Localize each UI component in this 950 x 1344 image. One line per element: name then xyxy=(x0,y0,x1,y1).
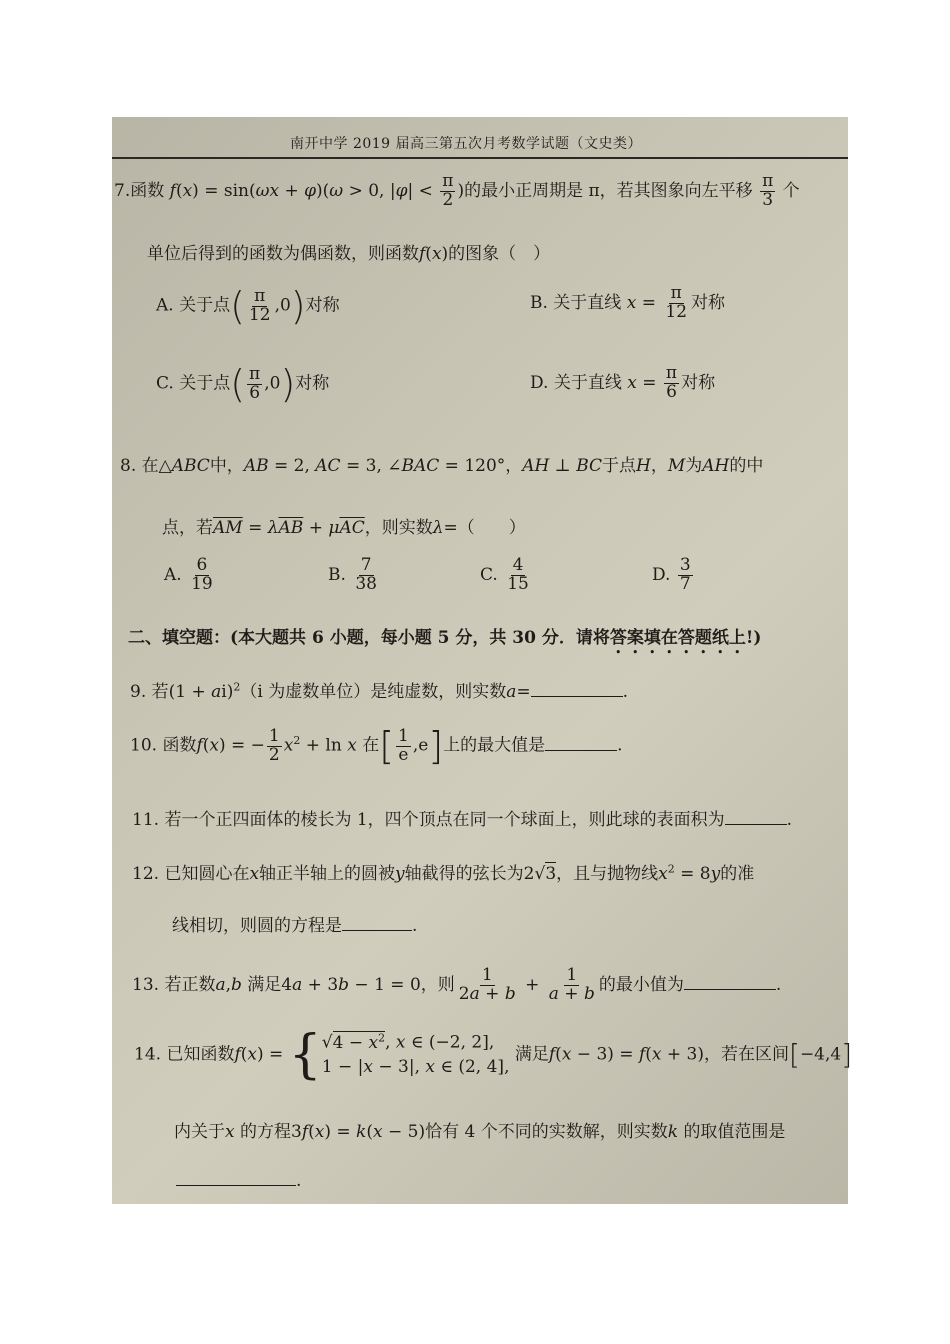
fraction: $\frac{3}{7}$ xyxy=(679,555,691,594)
question-12-line-2: 线相切，则圆的方程是 . xyxy=(172,916,418,936)
question-number: 9. xyxy=(130,682,147,702)
option-a[interactable]: A. 关于点( $\frac{\pi}{12}$ ,0)对称 xyxy=(156,284,340,328)
option-label: A. 关于点 xyxy=(156,295,231,316)
question-text: 函数 xyxy=(130,180,165,201)
exam-paper xyxy=(112,117,853,1204)
answer-blank[interactable] xyxy=(684,989,776,990)
option-suffix: 对称 xyxy=(691,292,726,313)
question-number: 10. xyxy=(130,735,158,756)
formula: f(x) = sin(ωx + φ)(ω > 0, |φ| < $\frac{\pi}{2}$ ) xyxy=(169,171,465,210)
question-11: 11. 若一个正四面体的棱长为 1，四个顶点在同一个球面上，则此球的表面积为 . xyxy=(132,810,793,830)
question-number: 8. xyxy=(120,456,137,476)
question-14-line-2: 内关于x 的方程3f(x) = k(x − 5)恰有 4 个不同的实数解，则实数k 的取值范围是 xyxy=(174,1122,786,1142)
question-text: 的最小正周期是 π，若其图象向左平移 xyxy=(464,180,753,201)
fraction: $\frac{4}{15}$ xyxy=(507,555,529,594)
answer-blank[interactable] xyxy=(545,750,617,751)
option-a[interactable]: A. $\frac{6}{19}$ xyxy=(164,555,213,594)
formula: f xyxy=(419,244,426,264)
fraction: $\frac{6}{19}$ xyxy=(191,555,213,594)
option-d[interactable]: D. $\frac{3}{7}$ xyxy=(652,555,691,594)
option-label: C. 关于点 xyxy=(156,373,231,394)
answer-blank[interactable] xyxy=(531,696,623,697)
fraction: $\frac{\pi}{3}$ xyxy=(762,171,774,210)
question-number: 14. xyxy=(134,1044,162,1065)
question-number: 7. xyxy=(114,180,131,201)
question-10: 10. 函数f(x) = − $\frac{1}{2}$ $x^2 + \ln x$ 在[ $\frac{1}{e}$ ,e]上的最大值是 . xyxy=(130,724,623,768)
question-13: 13. 若正数a,b 满足4a + 3b − 1 = 0，则 $\frac{1}{2a + b}$ + $\frac{1}{a + b}$ 的最小值为 . xyxy=(132,965,782,1004)
question-14-line-3: . xyxy=(176,1171,301,1191)
question-number: 13. xyxy=(132,974,160,995)
question-8-line-1: 8. 在△ABC中，AB = 2, AC = 3, ∠BAC = 120°，AH ⊥ BC于点H，M为AH的中 xyxy=(120,456,764,476)
option-label: B. 关于直线 xyxy=(530,292,622,313)
option-suffix: 对称 xyxy=(305,295,340,316)
question-12-line-1: 12. 已知圆心在x轴正半轴上的圆被y轴截得的弦长为2√3，且与抛物线$x^2 = 8y$的准 xyxy=(132,862,755,884)
answer-blank[interactable] xyxy=(176,1185,296,1186)
section-heading: 二、填空题：(本大题共 6 小题，每小题 5 分，共 30 分．请将答案填在答题纸上!) xyxy=(128,628,762,648)
question-text: 单位后得到的函数为偶函数，则函数 xyxy=(147,244,419,264)
page-title: 南开中学 2019 届高三第五次月考数学试题（文史类） xyxy=(290,136,643,152)
question-number: 12. xyxy=(132,864,160,884)
question-7-line-2: 单位后得到的函数为偶函数，则函数f(x)的图象（ ） xyxy=(147,244,551,264)
option-c[interactable]: C. 关于点( $\frac{\pi}{6}$ ,0)对称 xyxy=(156,362,330,406)
question-text: 个 xyxy=(782,180,800,201)
option-d[interactable]: D. 关于直线 x = $\frac{\pi}{6}$ 对称 xyxy=(530,363,716,402)
question-8-line-2: 点，若$\overline{AM} = \lambda\overline{AB} + \mu\overline{AC}$，则实数λ=（ ） xyxy=(162,518,526,538)
header-rule xyxy=(112,157,848,159)
fraction: $\frac{7}{38}$ xyxy=(355,555,377,594)
option-c[interactable]: C. $\frac{4}{15}$ xyxy=(480,555,529,594)
option-b[interactable]: B. 关于直线 x = $\frac{\pi}{12}$ 对称 xyxy=(530,283,726,322)
question-9: 9. 若(1 + ai)$^2$（i 为虚数单位）是纯虚数，则实数a= . xyxy=(130,680,628,702)
option-suffix: 对称 xyxy=(681,372,716,393)
option-label: D. 关于直线 xyxy=(530,372,622,393)
question-7-line-1 xyxy=(114,173,800,210)
answer-blank[interactable] xyxy=(342,930,412,931)
option-suffix: 对称 xyxy=(295,373,330,394)
question-text: 的图象（ ） xyxy=(448,244,551,264)
answer-blank[interactable] xyxy=(725,824,787,825)
question-number: 11. xyxy=(132,810,160,830)
option-b[interactable]: B. $\frac{7}{38}$ xyxy=(328,555,377,594)
question-14-line-1: 14. 已知函数f(x) = { $√4 - x^2$, x ∈ (−2, 2], 1 − |x − 3|, x ∈ (2, 4], 满足f(x − 3) = f(x + 3)，若在区间[−4,4] xyxy=(134,1025,853,1085)
